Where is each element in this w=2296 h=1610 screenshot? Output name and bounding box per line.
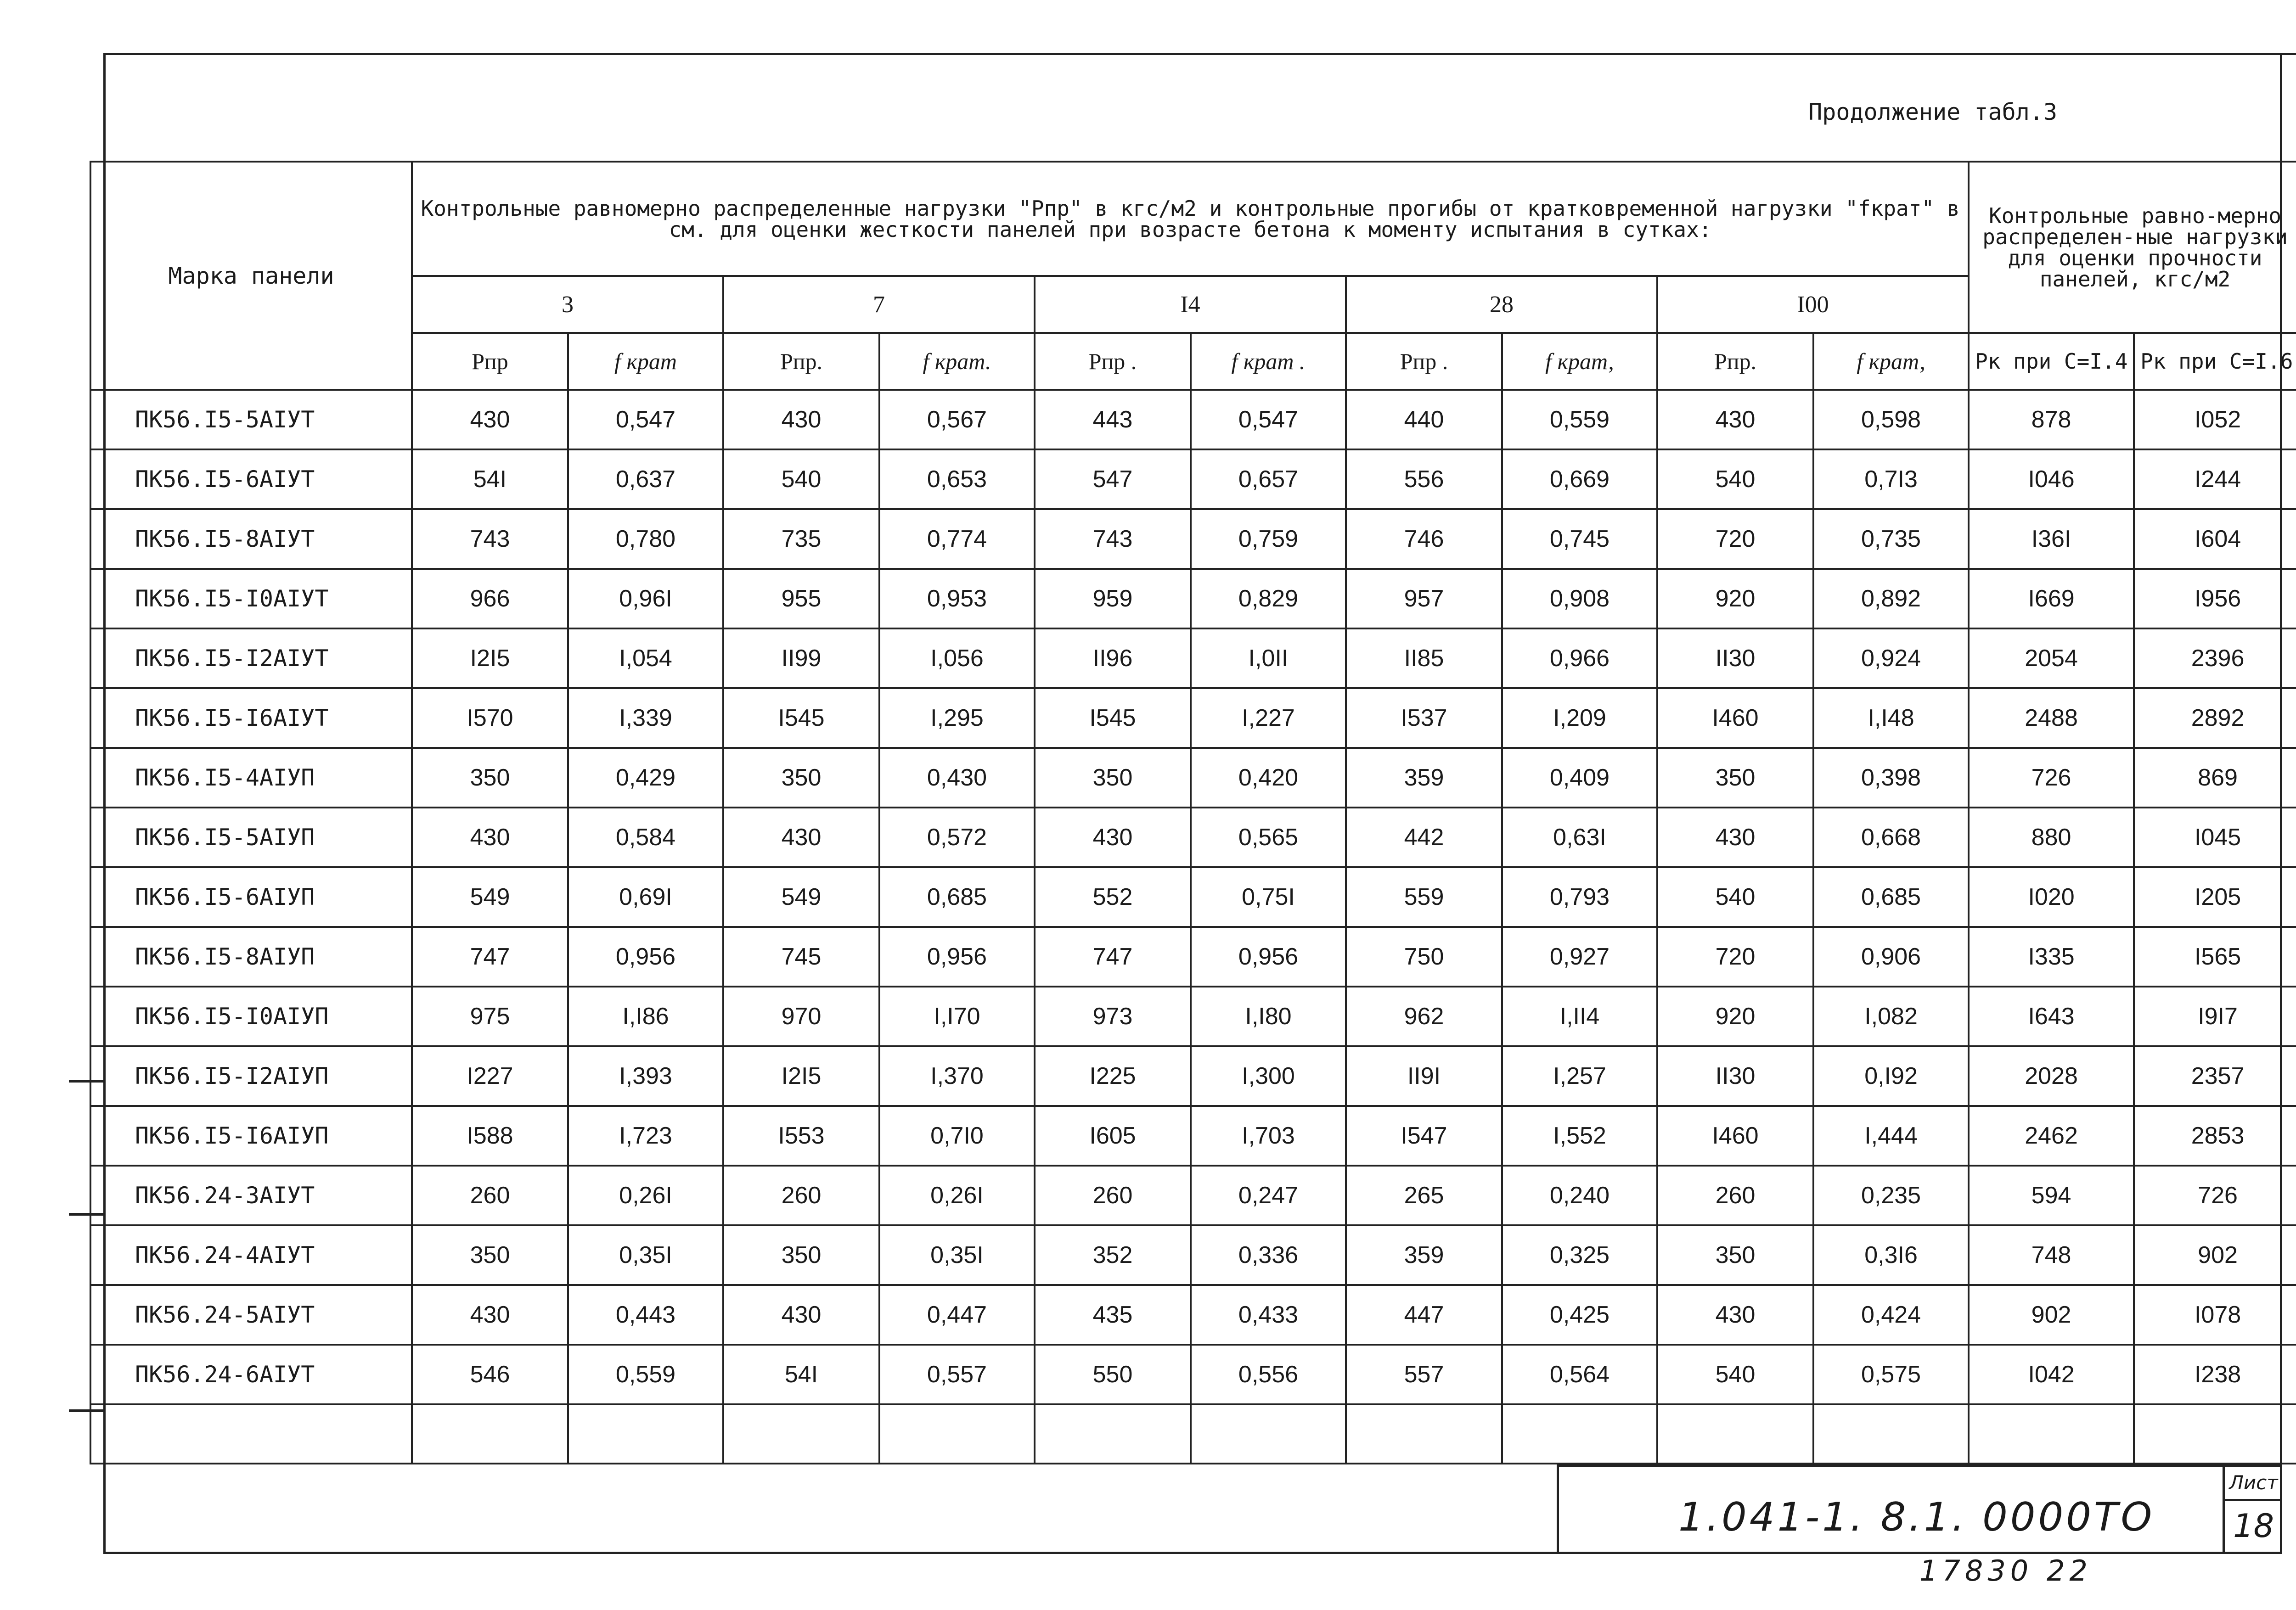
empty-cell [879,1404,1035,1464]
value-cell: I36I [1969,509,2134,569]
value-cell: 549 [412,867,568,927]
panel-load-table [90,161,2296,1464]
value-cell: 546 [412,1345,568,1404]
value-cell: I205 [2134,867,2296,927]
value-cell: 0,829 [1191,569,1346,628]
value-cell: 447 [1346,1285,1502,1345]
value-cell: 0,774 [879,509,1035,569]
value-cell: 0,63I [1502,808,1657,867]
value-cell: 735 [723,509,879,569]
value-cell: II99 [723,628,879,688]
frame-extension [2279,53,2296,55]
value-cell: I,054 [568,628,723,688]
table-continuation-label: Продолжение табл.3 [1808,99,2057,125]
value-cell: 359 [1346,1225,1502,1285]
value-cell: 359 [1346,748,1502,808]
table-row [90,449,2296,509]
value-cell: 559 [1346,867,1502,927]
value-cell: 0,247 [1191,1166,1346,1225]
value-cell: I225 [1035,1046,1191,1106]
panel-mark-cell: ПК56.24-5AIУТ [90,1285,412,1345]
value-cell: 720 [1657,509,1813,569]
value-cell: 0,759 [1191,509,1346,569]
value-cell: 0,75I [1191,867,1346,927]
value-cell: 0,653 [879,449,1035,509]
value-cell: 2357 [2134,1046,2296,1106]
value-cell: 430 [1035,808,1191,867]
panel-mark-cell: ПК56.24-3AIУТ [90,1166,412,1225]
value-cell: 959 [1035,569,1191,628]
value-cell: 260 [723,1166,879,1225]
table-row [90,628,2296,688]
empty-cell [723,1404,879,1464]
value-cell: 430 [723,1285,879,1345]
load-subheader: Рпр . [1035,333,1191,390]
panel-mark-cell: ПК56.I5-I2AIУТ [90,628,412,688]
panel-mark-cell: ПК56.24-6AIУТ [90,1345,412,1404]
value-cell: 0,443 [568,1285,723,1345]
mark-column-header: Марка панели [90,162,412,390]
panel-mark-cell: ПК56.I5-8AIУТ [90,509,412,569]
value-cell: 2488 [1969,688,2134,748]
value-cell: I,I48 [1813,688,1969,748]
value-cell: 443 [1035,390,1191,449]
value-cell: 0,425 [1502,1285,1657,1345]
deflection-subheader: f крат [568,333,723,390]
value-cell: I,370 [879,1046,1035,1106]
value-cell: I669 [1969,569,2134,628]
table-row [90,1345,2296,1404]
document-code: 1.041-1. 8.1. 0000ТО [1678,1494,2155,1540]
value-cell: II30 [1657,628,1813,688]
panel-mark-cell: ПК56.I5-I0AIУТ [90,569,412,628]
value-cell: 2892 [2134,688,2296,748]
value-cell: I547 [1346,1106,1502,1166]
value-cell: 0,I92 [1813,1046,1969,1106]
value-cell: I078 [2134,1285,2296,1345]
value-cell: 0,7I3 [1813,449,1969,509]
value-cell: I,552 [1502,1106,1657,1166]
value-cell: II30 [1657,1046,1813,1106]
value-cell: 0,966 [1502,628,1657,688]
value-cell: I,209 [1502,688,1657,748]
empty-cell [1035,1404,1191,1464]
load-subheader: Рпр . [1346,333,1502,390]
value-cell: 260 [1657,1166,1813,1225]
value-cell: 745 [723,927,879,987]
deflection-subheader: f крат . [1191,333,1346,390]
empty-cell [1813,1404,1969,1464]
age-header: 7 [723,276,1035,333]
value-cell: 0,430 [879,748,1035,808]
value-cell: 540 [1657,1345,1813,1404]
strength-group-header: Контрольные равно-мерно распределен-ные нагрузки для оценки прочности панелей, кгс/м2 [1969,162,2296,333]
value-cell: 0,235 [1813,1166,1969,1225]
value-cell: 549 [723,867,879,927]
value-cell: 726 [1969,748,2134,808]
empty-cell [1969,1404,2134,1464]
value-cell: I2I5 [412,628,568,688]
archive-number: 17830 22 [1919,1554,2092,1588]
value-cell: I570 [412,688,568,748]
value-cell: 557 [1346,1345,1502,1404]
value-cell: 0,35I [879,1225,1035,1285]
table-row [90,1285,2296,1345]
empty-cell [1657,1404,1813,1464]
value-cell: I,257 [1502,1046,1657,1106]
value-cell: I244 [2134,449,2296,509]
value-cell: 2054 [1969,628,2134,688]
value-cell: 0,69I [568,867,723,927]
value-cell: 0,735 [1813,509,1969,569]
panel-mark-cell: ПК56.I5-6AIУТ [90,449,412,509]
value-cell: 0,559 [1502,390,1657,449]
value-cell: 550 [1035,1345,1191,1404]
value-cell: 0,575 [1813,1345,1969,1404]
value-cell: II9I [1346,1046,1502,1106]
value-cell: 556 [1346,449,1502,509]
stiffness-group-header: Контрольные равномерно распределенные нагрузки "Рпр" в кгс/м2 и контрольные прогибы от кратковременной нагрузки "fкрат" в см. для оценки жесткости панелей при возрасте бетона к моменту испытания в сутках: [412,162,1969,276]
value-cell: 540 [723,449,879,509]
value-cell: 350 [412,748,568,808]
value-cell: 350 [723,748,879,808]
empty-cell [412,1404,568,1464]
value-cell: 0,598 [1813,390,1969,449]
value-cell: 442 [1346,808,1502,867]
value-cell: I045 [2134,808,2296,867]
value-cell: 966 [412,569,568,628]
table-row [90,569,2296,628]
value-cell: I,227 [1191,688,1346,748]
value-cell: I,393 [568,1046,723,1106]
value-cell: I046 [1969,449,2134,509]
table-row [90,927,2296,987]
value-cell: I565 [2134,927,2296,987]
value-cell: 0,685 [879,867,1035,927]
value-cell: 955 [723,569,879,628]
value-cell: 0,3I6 [1813,1225,1969,1285]
value-cell: I,I80 [1191,987,1346,1046]
value-cell: 869 [2134,748,2296,808]
value-cell: 430 [412,808,568,867]
panel-mark-cell: ПК56.I5-I2AIУП [90,1046,412,1106]
value-cell: 0,424 [1813,1285,1969,1345]
value-cell: 54I [723,1345,879,1404]
value-cell: 0,559 [568,1345,723,1404]
value-cell: 720 [1657,927,1813,987]
table-row [90,1225,2296,1285]
value-cell: 878 [1969,390,2134,449]
table-row [90,688,2296,748]
value-cell: 902 [1969,1285,2134,1345]
value-cell: 747 [412,927,568,987]
value-cell: I605 [1035,1106,1191,1166]
value-cell: 0,927 [1502,927,1657,987]
value-cell: I553 [723,1106,879,1166]
value-cell: 552 [1035,867,1191,927]
value-cell: 0,956 [568,927,723,987]
value-cell: 0,745 [1502,509,1657,569]
value-cell: 430 [723,808,879,867]
value-cell: I,056 [879,628,1035,688]
value-cell: 902 [2134,1225,2296,1285]
value-cell: II96 [1035,628,1191,688]
value-cell: 350 [723,1225,879,1285]
age-header: I00 [1657,276,1969,333]
value-cell: I588 [412,1106,568,1166]
value-cell: 0,556 [1191,1345,1346,1404]
value-cell: I,0II [1191,628,1346,688]
value-cell: 0,956 [1191,927,1346,987]
value-cell: 0,557 [879,1345,1035,1404]
value-cell: 0,584 [568,808,723,867]
value-cell: I,444 [1813,1106,1969,1166]
value-cell: I,II4 [1502,987,1657,1046]
value-cell: 0,240 [1502,1166,1657,1225]
empty-row [90,1404,2296,1464]
value-cell: 350 [1657,748,1813,808]
value-cell: 540 [1657,867,1813,927]
value-cell: 0,572 [879,808,1035,867]
value-cell: 0,669 [1502,449,1657,509]
table-row [90,808,2296,867]
value-cell: I335 [1969,927,2134,987]
value-cell: 0,793 [1502,867,1657,927]
value-cell: I2I5 [723,1046,879,1106]
value-cell: 0,565 [1191,808,1346,867]
value-cell: 0,953 [879,569,1035,628]
value-cell: 0,637 [568,449,723,509]
value-cell: 880 [1969,808,2134,867]
value-cell: I545 [1035,688,1191,748]
value-cell: I238 [2134,1345,2296,1404]
value-cell: 726 [2134,1166,2296,1225]
value-cell: 0,429 [568,748,723,808]
title-block [1557,1464,2282,1554]
value-cell: I545 [723,688,879,748]
value-cell: 0,336 [1191,1225,1346,1285]
value-cell: 0,35I [568,1225,723,1285]
deflection-subheader: f крат, [1813,333,1969,390]
value-cell: 430 [412,390,568,449]
age-header: 3 [412,276,723,333]
value-cell: 747 [1035,927,1191,987]
value-cell: 0,447 [879,1285,1035,1345]
value-cell: 920 [1657,569,1813,628]
load-subheader: Рпр. [1657,333,1813,390]
value-cell: I227 [412,1046,568,1106]
value-cell: 265 [1346,1166,1502,1225]
value-cell: 748 [1969,1225,2134,1285]
table-row [90,509,2296,569]
value-cell: 750 [1346,927,1502,987]
value-cell: 975 [412,987,568,1046]
value-cell: I,300 [1191,1046,1346,1106]
value-cell: 430 [412,1285,568,1345]
value-cell: I,339 [568,688,723,748]
panel-mark-cell: ПК56.I5-5AIУП [90,808,412,867]
value-cell: 0,433 [1191,1285,1346,1345]
value-cell: 2853 [2134,1106,2296,1166]
deflection-subheader: f крат, [1502,333,1657,390]
value-cell: 54I [412,449,568,509]
value-cell: 0,7I0 [879,1106,1035,1166]
value-cell: 0,780 [568,509,723,569]
value-cell: 973 [1035,987,1191,1046]
sheet-box [2223,1467,2282,1554]
panel-mark-cell: ПК56.I5-I0AIУП [90,987,412,1046]
value-cell: 970 [723,987,879,1046]
value-cell: 547 [1035,449,1191,509]
value-cell: 0,892 [1813,569,1969,628]
table-row [90,390,2296,449]
value-cell: 0,924 [1813,628,1969,688]
value-cell: 0,420 [1191,748,1346,808]
value-cell: 0,398 [1813,748,1969,808]
value-cell: 743 [412,509,568,569]
value-cell: 0,547 [1191,390,1346,449]
value-cell: I020 [1969,867,2134,927]
value-cell: I042 [1969,1345,2134,1404]
value-cell: 435 [1035,1285,1191,1345]
value-cell: I460 [1657,688,1813,748]
panel-mark-cell: ПК56.24-4AIУТ [90,1225,412,1285]
value-cell: 0,325 [1502,1225,1657,1285]
table-row [90,1166,2296,1225]
value-cell: I,703 [1191,1106,1346,1166]
value-cell: 0,26I [879,1166,1035,1225]
value-cell: 962 [1346,987,1502,1046]
value-cell: 540 [1657,449,1813,509]
value-cell: 350 [1035,748,1191,808]
panel-mark-cell: ПК56.I5-5AIУТ [90,390,412,449]
table-row [90,1106,2296,1166]
value-cell: 920 [1657,987,1813,1046]
load-subheader: Рпр. [723,333,879,390]
value-cell: 957 [1346,569,1502,628]
value-cell: 430 [1657,808,1813,867]
panel-mark-cell: ПК56.I5-6AIУП [90,867,412,927]
sheet-number: 18 [2233,1507,2274,1545]
value-cell: 0,547 [568,390,723,449]
table-row [90,1046,2296,1106]
panel-mark-cell: ПК56.I5-I6AIУТ [90,688,412,748]
value-cell: 260 [412,1166,568,1225]
value-cell: 0,685 [1813,867,1969,927]
value-cell: 430 [723,390,879,449]
empty-cell [1502,1404,1657,1464]
table-row [90,987,2296,1046]
empty-cell [1191,1404,1346,1464]
value-cell: 0,906 [1813,927,1969,987]
age-header: 28 [1346,276,1657,333]
value-cell: I537 [1346,688,1502,748]
strength-subheader: Рк при С=I.6 [2134,333,2296,390]
value-cell: I,I70 [879,987,1035,1046]
value-cell: I,723 [568,1106,723,1166]
value-cell: 746 [1346,509,1502,569]
empty-cell [568,1404,723,1464]
value-cell: I9I7 [2134,987,2296,1046]
value-cell: 430 [1657,390,1813,449]
value-cell: II85 [1346,628,1502,688]
empty-cell [90,1404,412,1464]
value-cell: I052 [2134,390,2296,449]
value-cell: 0,96I [568,569,723,628]
value-cell: 0,668 [1813,808,1969,867]
value-cell: I,295 [879,688,1035,748]
strength-subheader: Рк при С=I.4 [1969,333,2134,390]
value-cell: 743 [1035,509,1191,569]
sheet-label: Лист [2225,1467,2282,1501]
panel-mark-cell: ПК56.I5-8AIУП [90,927,412,987]
value-cell: 0,657 [1191,449,1346,509]
value-cell: 0,409 [1502,748,1657,808]
age-header: I4 [1035,276,1346,333]
value-cell: 0,564 [1502,1345,1657,1404]
table-row [90,748,2296,808]
value-cell: 2462 [1969,1106,2134,1166]
value-cell: 430 [1657,1285,1813,1345]
value-cell: 350 [1657,1225,1813,1285]
deflection-subheader: f крат. [879,333,1035,390]
value-cell: 440 [1346,390,1502,449]
load-subheader: Рпр [412,333,568,390]
value-cell: 2396 [2134,628,2296,688]
panel-mark-cell: ПК56.I5-4AIУП [90,748,412,808]
value-cell: 2028 [1969,1046,2134,1106]
table-row [90,867,2296,927]
value-cell: 260 [1035,1166,1191,1225]
empty-cell [2134,1404,2296,1464]
value-cell: 0,26I [568,1166,723,1225]
value-cell: 594 [1969,1166,2134,1225]
value-cell: I,082 [1813,987,1969,1046]
empty-cell [1346,1404,1502,1464]
panel-mark-cell: ПК56.I5-I6AIУП [90,1106,412,1166]
value-cell: 0,908 [1502,569,1657,628]
value-cell: I643 [1969,987,2134,1046]
value-cell: 0,956 [879,927,1035,987]
value-cell: 350 [412,1225,568,1285]
value-cell: I956 [2134,569,2296,628]
value-cell: I460 [1657,1106,1813,1166]
value-cell: 352 [1035,1225,1191,1285]
value-cell: I,I86 [568,987,723,1046]
value-cell: I604 [2134,509,2296,569]
value-cell: 0,567 [879,390,1035,449]
